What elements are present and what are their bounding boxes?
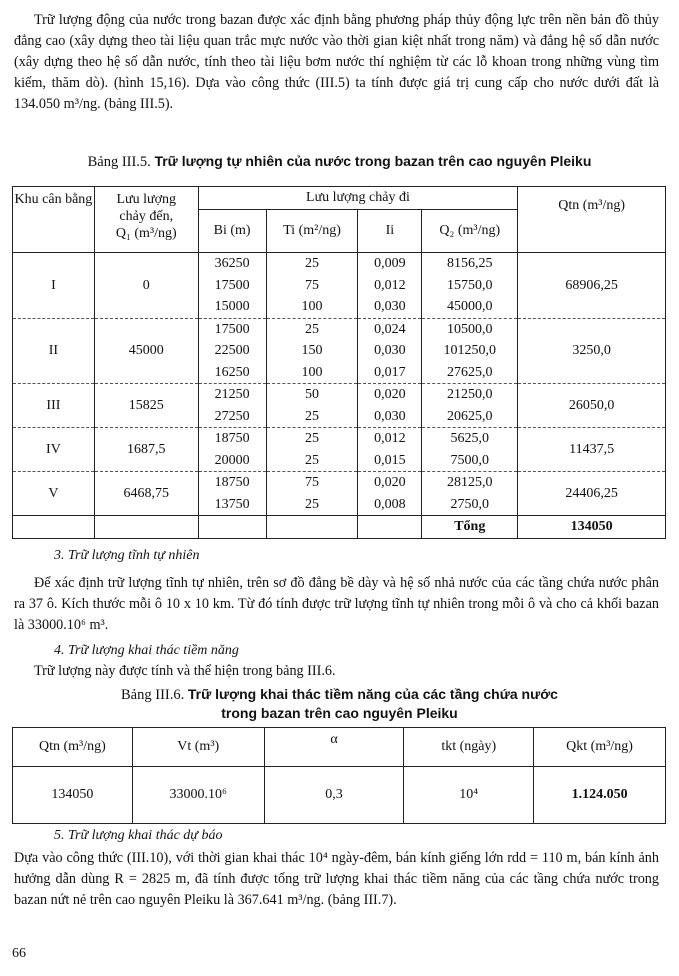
cell-ti: 25: [266, 450, 358, 472]
header-ii: Ii: [358, 210, 422, 253]
cell-ii: 0,020: [358, 472, 422, 494]
cell-zone: III: [13, 384, 95, 428]
cell-zone: V: [13, 472, 95, 516]
cell-ii: 0,008: [358, 494, 422, 516]
cell-alpha: 0,3: [264, 767, 404, 824]
cell-bi: 17500: [198, 275, 266, 297]
cell-inflow: 6468,75: [94, 472, 198, 516]
cell-ii: 0,015: [358, 450, 422, 472]
table2-caption-prefix: Bảng III.6.: [121, 687, 185, 703]
paragraph-forecast-reserve: Dựa vào công thức (III.10), với thời gian khai thác 10⁴ ngày-đêm, bán kính giếng lớn rdd = 110 m, bán kính ảnh hưởng dẫn dùng R = 2825 m, đã tính được tổng trữ lượng khai thác tiềm năng của các tầng chứa nước trong bazan nứt nẻ trên cao nguyên Pleiku là 367.641 m³/ng. (bảng III.7).: [14, 850, 659, 908]
cell-ti: 100: [266, 296, 358, 318]
cell-ti: 25: [266, 253, 358, 275]
cell-zone: IV: [13, 428, 95, 472]
table2-caption-title-2: trong bazan trên cao nguyên Pleiku: [221, 705, 458, 721]
cell-qkt: 1.124.050: [534, 767, 666, 824]
cell-q2: 45000,0: [422, 296, 518, 318]
cell-bi: 15000: [198, 296, 266, 318]
cell-q2: 20625,0: [422, 406, 518, 428]
table1-caption-prefix: Bảng III.5.: [87, 154, 151, 170]
cell-q2: 2750,0: [422, 494, 518, 516]
header-vt: Vt (m³): [132, 728, 264, 767]
header-ti: Ti (m²/ng): [266, 210, 358, 253]
cell-bi: 18750: [198, 428, 266, 450]
table-natural-reserve: [12, 186, 666, 539]
cell-qtn: 3250,0: [518, 318, 666, 384]
table-row: [13, 384, 666, 406]
cell-ii: 0,012: [358, 275, 422, 297]
cell-q2: 101250,0: [422, 340, 518, 362]
cell-vt: 33000.10⁶: [132, 767, 264, 824]
header-qkt: Qkt (m³/ng): [534, 728, 666, 767]
cell-bi: 20000: [198, 450, 266, 472]
header-q2: Q₂ (m³/ng): [422, 210, 518, 253]
page-number: 66: [12, 946, 26, 961]
header-inflow: Lưu lượng chảy đến, Q₁ (m³/ng): [94, 187, 198, 253]
total-label: Tổng: [422, 516, 518, 539]
paragraph-static-reserve: Để xác định trữ lượng tĩnh tự nhiên, trên sơ đồ đẳng bề dày và hệ số nhả nước của các tầng chứa nước phân ra 37 ô. Kích thước mỗi ô 10 x 10 km. Từ đó tính được trữ lượng tĩnh tự nhiên trong mỗi ô và cho cả khối bazan là 33000.10⁶ m³.: [14, 575, 659, 633]
cell-ti: 150: [266, 340, 358, 362]
cell-q2: 5625,0: [422, 428, 518, 450]
header-tkt: tkt (ngày): [404, 728, 534, 767]
cell-tkt: 10⁴: [404, 767, 534, 824]
cell-ti: 100: [266, 362, 358, 384]
cell-ii: 0,024: [358, 318, 422, 340]
cell-qtn: 26050,0: [518, 384, 666, 428]
table1-total-row: [13, 516, 666, 539]
header-qtn: Qtn (m³/ng): [518, 187, 666, 253]
header-qtn-2: Qtn (m³/ng): [13, 728, 133, 767]
cell-ti: 25: [266, 406, 358, 428]
cell-q2: 10500,0: [422, 318, 518, 340]
table-row: [13, 318, 666, 340]
cell-bi: 27250: [198, 406, 266, 428]
cell-q2: 7500,0: [422, 450, 518, 472]
cell-ii: 0,030: [358, 406, 422, 428]
cell-ti: 25: [266, 494, 358, 516]
table-potential-reserve: [12, 727, 666, 824]
cell-zone: II: [13, 318, 95, 384]
cell-ii: 0,012: [358, 428, 422, 450]
cell-inflow: 1687,5: [94, 428, 198, 472]
cell-qtn: 11437,5: [518, 428, 666, 472]
cell-inflow: 45000: [94, 318, 198, 384]
header-bi: Bi (m): [198, 210, 266, 253]
table-row: [13, 253, 666, 275]
cell-inflow: 15825: [94, 384, 198, 428]
cell-bi: 22500: [198, 340, 266, 362]
table2-caption: [0, 685, 679, 722]
table2-row: [13, 767, 666, 824]
header-outflow: Lưu lượng chảy đi: [198, 187, 518, 210]
cell-q2: 28125,0: [422, 472, 518, 494]
cell-ii: 0,009: [358, 253, 422, 275]
cell-bi: 21250: [198, 384, 266, 406]
cell-bi: 36250: [198, 253, 266, 275]
table1-caption-title: Trữ lượng tự nhiên của nước trong bazan trên cao nguyên Pleiku: [154, 153, 592, 169]
cell-qtn: 68906,25: [518, 253, 666, 319]
cell-bi: 17500: [198, 318, 266, 340]
cell-bi: 18750: [198, 472, 266, 494]
header-zone: Khu cân bằng: [13, 187, 95, 253]
cell-qtn: 24406,25: [518, 472, 666, 516]
total-value: 134050: [518, 516, 666, 539]
cell-bi: 13750: [198, 494, 266, 516]
cell-zone: I: [13, 253, 95, 319]
header-alpha: α: [264, 728, 404, 767]
cell-ti: 75: [266, 275, 358, 297]
cell-ti: 50: [266, 384, 358, 406]
heading-static-reserve: 3. Trữ lượng tĩnh tự nhiên: [54, 548, 200, 563]
cell-q2: 21250,0: [422, 384, 518, 406]
cell-ii: 0,017: [358, 362, 422, 384]
heading-forecast-reserve: 5. Trữ lượng khai thác dự báo: [54, 828, 223, 843]
paragraph-dynamic-reserve: Trữ lượng động của nước trong bazan được xác định bằng phương pháp thủy động lực trên nền bản đồ thủy đẳng cao (xây dựng theo tài liệu quan trắc mực nước vào thời gian kiệt nhất trong năm) và đẳng hệ số dẫn nước (xây dựng theo hệ số dẫn nước, tính theo tài liệu bơm nước thí nghiệm từ các lỗ khoan trong những vùng tìm kiếm, thăm dò). (hình 15,16). Dựa vào công thức (III.5) ta tính được giá trị cung cấp cho nước dưới đất là 134.050 m³/ng. (bảng III.5).: [14, 12, 659, 112]
table-row: [13, 472, 666, 494]
cell-q2: 15750,0: [422, 275, 518, 297]
paragraph-potential-reserve: Trữ lượng này được tính và thể hiện trong bảng III.6.: [34, 663, 336, 679]
heading-potential-reserve: 4. Trữ lượng khai thác tiềm năng: [54, 643, 239, 658]
cell-bi: 16250: [198, 362, 266, 384]
table2-caption-title-1: Trữ lượng khai thác tiềm năng của các tầng chứa nước: [187, 686, 558, 702]
cell-ti: 75: [266, 472, 358, 494]
table1-body: [13, 253, 666, 516]
cell-qtn: 134050: [13, 767, 133, 824]
cell-q2: 8156,25: [422, 253, 518, 275]
table-row: [13, 428, 666, 450]
cell-ti: 25: [266, 428, 358, 450]
cell-ii: 0,030: [358, 296, 422, 318]
cell-inflow: 0: [94, 253, 198, 319]
cell-ii: 0,030: [358, 340, 422, 362]
cell-ii: 0,020: [358, 384, 422, 406]
cell-ti: 25: [266, 318, 358, 340]
cell-q2: 27625,0: [422, 362, 518, 384]
table1-caption: [0, 152, 679, 171]
